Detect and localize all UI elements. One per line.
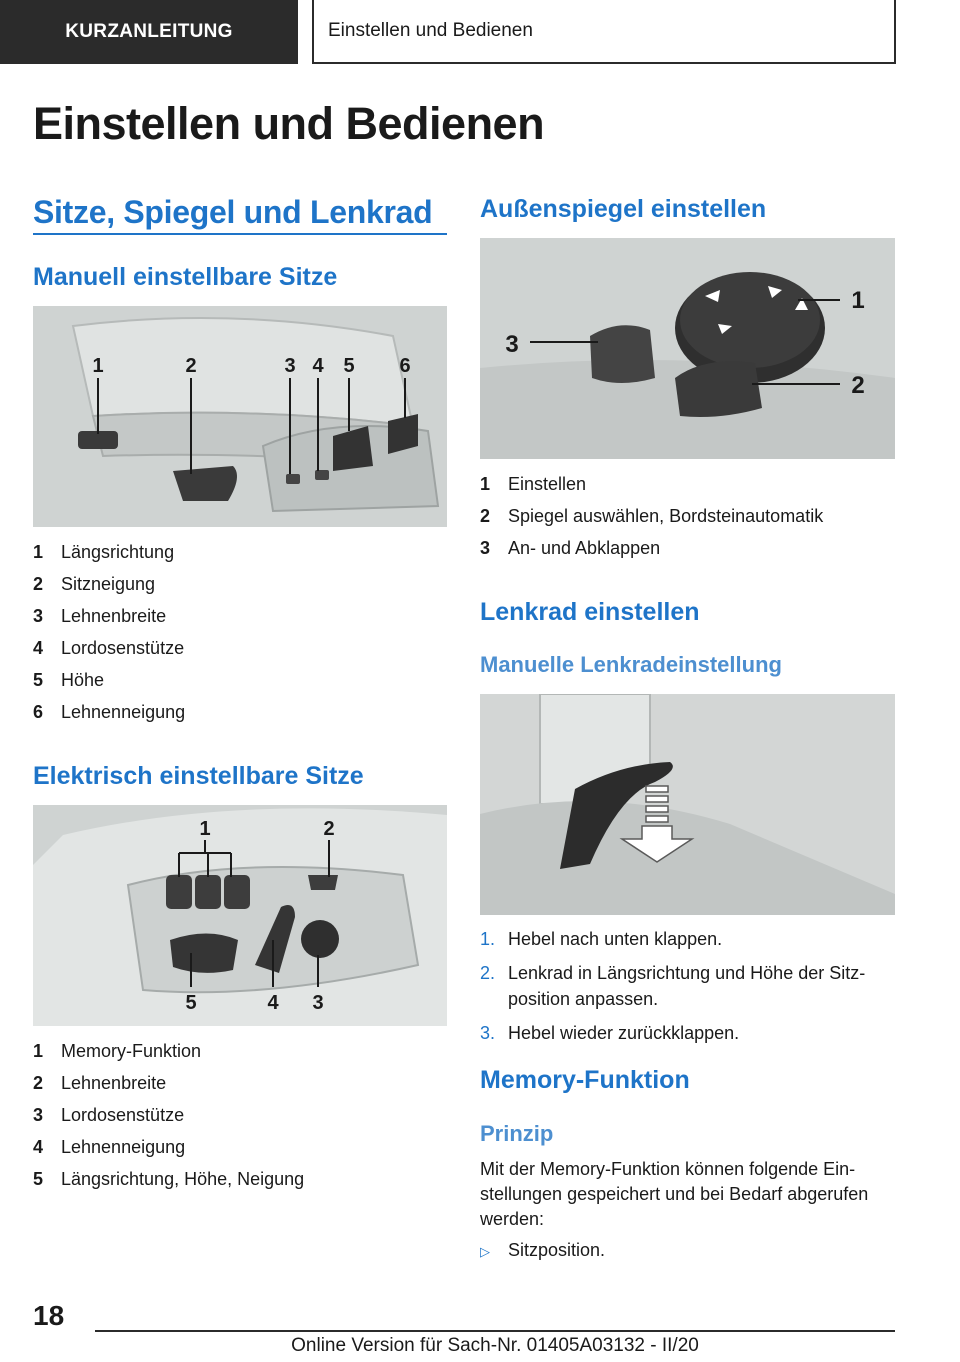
legend-item (33, 536, 447, 568)
legend-text: Höhe (61, 670, 105, 690)
callout-mirror-1: 1 (851, 287, 865, 314)
legend-item (480, 532, 895, 564)
legend-text: Lehnenbreite (61, 1073, 167, 1093)
heading-electric-seats: Elektrisch einstellbare Sitze (33, 762, 364, 790)
legend-text: Längsrichtung (61, 542, 175, 562)
header-chapter-tab: Einstellen und Bedienen (312, 0, 896, 64)
footer-rule (95, 1330, 895, 1332)
callout-manual-4: 4 (312, 355, 324, 377)
legend-item (33, 1131, 447, 1163)
legend-item (33, 1099, 447, 1131)
step-num: 3. (480, 1023, 496, 1043)
legend-num: 5 (33, 1169, 44, 1189)
callout-electric-3: 3 (312, 992, 324, 1014)
legend-num: 1 (33, 542, 44, 562)
legend-item (33, 1035, 447, 1067)
callout-manual-1: 1 (92, 355, 104, 377)
legend-text: Lehnenneigung (61, 1137, 186, 1157)
legend-mirror (480, 468, 895, 564)
legend-num: 2 (480, 506, 491, 526)
legend-num: 5 (33, 670, 44, 690)
callout-manual-5: 5 (343, 355, 355, 377)
callout-manual-6: 6 (399, 355, 411, 377)
bullet-text: Sitzposition. (508, 1240, 606, 1260)
callout-electric-1: 1 (199, 818, 211, 840)
legend-item (33, 1067, 447, 1099)
steering-steps (480, 926, 895, 1054)
page-number: 18 (33, 1300, 65, 1331)
bullet-item (480, 1240, 605, 1261)
subheading-manual-steering: Manuelle Lenkradeinstellung (480, 652, 782, 677)
header-section-tab: KURZANLEITUNG (0, 0, 298, 64)
callout-manual-3: 3 (284, 355, 296, 377)
step-text: Lenkrad in Längsrichtung und Höhe der Sitz-position anpassen. (508, 963, 866, 1009)
legend-text: Memory-Funktion (61, 1041, 202, 1061)
legend-text: Längsrichtung, Höhe, Neigung (61, 1169, 305, 1189)
legend-num: 3 (33, 1105, 44, 1125)
step-text: Hebel nach unten klappen. (508, 929, 723, 949)
legend-item (33, 696, 447, 728)
heading-mirror: Außenspiegel einstellen (480, 195, 767, 223)
figure-manual-seat (33, 306, 447, 527)
callout-electric-4: 4 (267, 992, 279, 1014)
legend-num: 2 (33, 1073, 44, 1093)
heading-steering: Lenkrad einstellen (480, 598, 700, 626)
callout-electric-2: 2 (323, 818, 335, 840)
section-heading-rule (33, 233, 447, 235)
legend-item (480, 468, 895, 500)
legend-text: Sitzneigung (61, 574, 156, 594)
figure-steering-lever (480, 694, 895, 915)
triangle-bullet-icon: ▷ (480, 1244, 490, 1259)
subheading-principle: Prinzip (480, 1121, 554, 1146)
legend-item (33, 664, 447, 696)
heading-memory: Memory-Funktion (480, 1066, 690, 1094)
legend-item (33, 568, 447, 600)
callout-manual-2: 2 (185, 355, 197, 377)
page-title: Einstellen und Bedienen (33, 98, 545, 149)
legend-num: 1 (33, 1041, 44, 1061)
step-num: 1. (480, 929, 496, 949)
step-item (480, 926, 895, 952)
legend-text: Lehnenneigung (61, 702, 186, 722)
section-heading-seats: Sitze, Spiegel und Lenkrad (33, 194, 433, 230)
legend-num: 1 (480, 474, 491, 494)
legend-item (480, 500, 895, 532)
callout-mirror-2: 2 (851, 372, 865, 399)
legend-electric-seats (33, 1035, 447, 1195)
legend-manual-seats (33, 536, 447, 728)
legend-text: Lehnenbreite (61, 606, 167, 626)
legend-num: 2 (33, 574, 44, 594)
step-item (480, 960, 895, 1012)
callout-mirror-3: 3 (505, 331, 519, 358)
heading-manual-seats: Manuell einstellbare Sitze (33, 263, 338, 291)
legend-item (33, 1163, 447, 1195)
legend-text: Lordosenstütze (61, 1105, 185, 1125)
figure-electric-seat (33, 805, 447, 1026)
legend-text: Spiegel auswählen, Bordsteinautomatik (508, 506, 824, 526)
legend-text: Einstellen (508, 474, 587, 494)
legend-text: An- und Abklappen (508, 538, 661, 558)
legend-item (33, 632, 447, 664)
callout-electric-5: 5 (185, 992, 197, 1014)
figure-mirror-controls (480, 238, 895, 459)
legend-num: 6 (33, 702, 44, 722)
memory-paragraph: Mit der Memory-Funktion können folgende Ein-stellungen gespeichert und bei Bedarf abgerufen werden: (480, 1159, 869, 1229)
legend-text: Lordosenstütze (61, 638, 185, 658)
legend-item (33, 600, 447, 632)
step-num: 2. (480, 963, 496, 983)
legend-num: 3 (33, 606, 44, 626)
footer-text: Online Version für Sach-Nr. 01405A03132 - II/20 (291, 1335, 699, 1356)
step-item (480, 1020, 895, 1046)
step-text: Hebel wieder zurückklappen. (508, 1023, 740, 1043)
legend-num: 3 (480, 538, 491, 558)
legend-num: 4 (33, 638, 44, 658)
legend-num: 4 (33, 1137, 44, 1157)
